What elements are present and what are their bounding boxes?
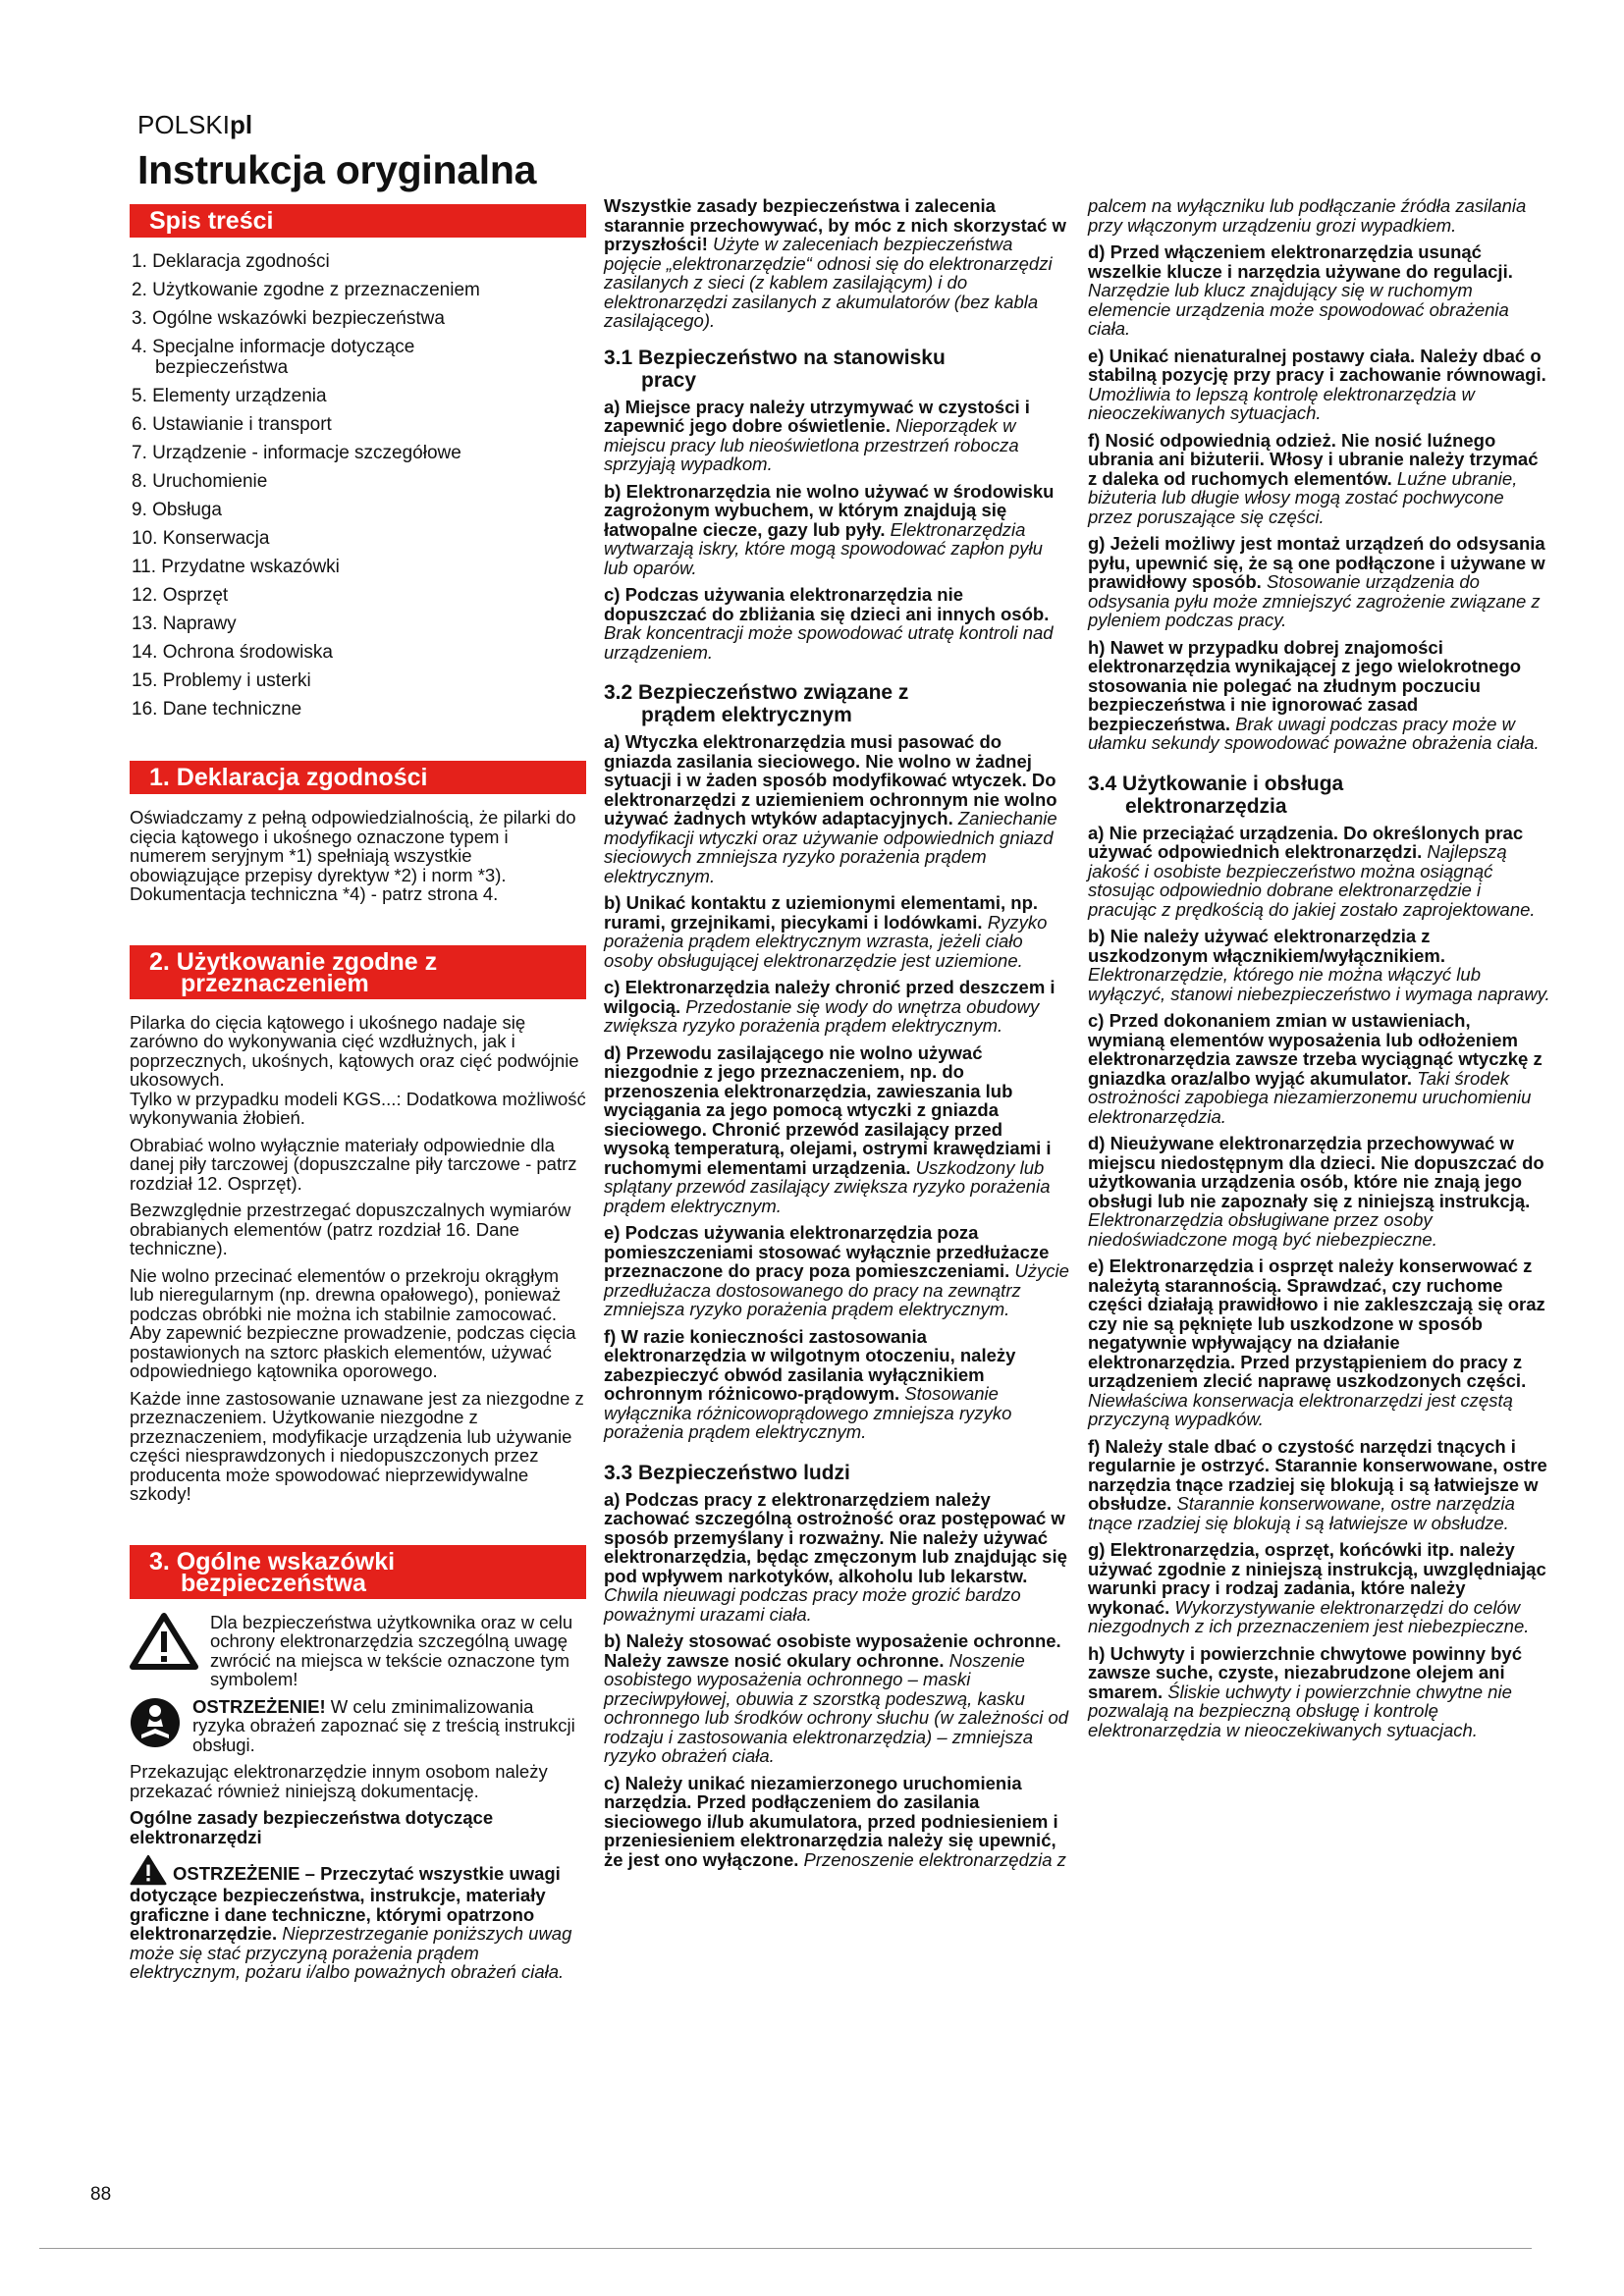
toc-item[interactable]: 13. Naprawy — [132, 614, 237, 634]
toc-item[interactable]: 2. Użytkowanie zgodne z przeznaczeniem — [132, 280, 480, 300]
warning-triangle-icon — [130, 1613, 198, 1670]
toc-item[interactable]: 1. Deklaracja zgodności — [132, 251, 330, 272]
section-2-paragraph: Obrabiać wolno wyłącznie materiały odpowiednie dla danej piły tarczowej (dopuszczalne piły tarczowe - patrz rozdział 12. Osprzęt). — [130, 1134, 577, 1194]
rule-item: e) Elektronarzędzia i osprzęt należy konserwować z należytą starannością. Sprawdzać, czy ruchome części działają prawidłowo i nie zakleszczają się oraz czy nie są pęknięte lub uszkodzone w sposób negatywnie wpływający na działanie elektronarzędzia. Przed przystąpieniem do pracy z urządzeniem zlecić naprawę uszkodzonych części. Niewłaściwa konserwacja elektronarzędzi jest częstą przyczyną wypadków. — [1088, 1255, 1545, 1429]
rule-item: a) Podczas pracy z elektronarzędziem należy zachować szczególną ostrożność oraz postępować w sposób przemyślany i rozważny. Nie należy używać elektronarzędzia, będąc zmęczonym lub znajdując się pod wpływem narkotyków, alkoholu lub lekarstw. Chwila nieuwagi podczas pracy może grozić bardzo poważnymi urazami ciała. — [604, 1488, 1067, 1625]
read-manual-note: OSTRZEŻENIE! W celu zminimalizowania ryzyka obrażeń zapoznać się z treścią instrukcji obsługi. — [130, 1697, 586, 1755]
section-2-paragraph: Bezwzględnie przestrzegać dopuszczalnych wymiarów obrabianych elementów (patrz rozdział 16. Dane techniczne). — [130, 1200, 571, 1258]
toc-item[interactable]: 4. Specjalne informacje dotyczące bezpieczeństwa — [132, 337, 415, 378]
toc-item[interactable]: 5. Elementy urządzenia — [132, 386, 327, 406]
language-label: POLSKIpl — [137, 110, 253, 139]
rule-item: b) Nie należy używać elektronarzędzia z uszkodzonym włącznikiem/wyłącznikiem. Elektronarzędzie, którego nie można włączyć lub wyłączyć, stanowi niebezpieczeństwo i wymaga naprawy. — [1088, 926, 1550, 1004]
warning-triangle-icon — [130, 1854, 167, 1886]
toc-item[interactable]: 14. Ochrona środowiska — [132, 642, 333, 663]
rule-item: a) Wtyczka elektronarzędzia musi pasować do gniazda zasilania sieciowego. Nie wolno w żadnej sytuacji i w żaden sposób modyfikować wtyczek. Do elektronarzędzi z uziemieniem ochronnym nie wolno używać żadnych wtyków adaptacyjnych. Zaniechanie modyfikacji wtyczki oraz używanie odpowiednich gniazd sieciowych zmniejsza ryzyko porażenia prądem elektrycznym. — [604, 731, 1057, 886]
table-of-contents — [132, 251, 586, 720]
rule-item: f) Należy stale dbać o czystość narzędzi tnących i regularnie je ostrzyć. Starannie konserwowane, ostre narzędzia tnące rzadziej się blokują i są łatwiejsze w obsłudze. Starannie konserwowane, ostre narzędzia tnące rzadziej się blokują i są łatwiejsze w obsłudze. — [1088, 1435, 1547, 1533]
rule-item: f) W razie konieczności zastosowania elektronarzędzia w wilgotnym otoczeniu, należy zabezpieczyć obwód zasilania wyłącznikiem ochronnym różnicowo-prądowym. Stosowanie wyłącznika różnicowoprądowego zmniejsza ryzyko porażenia prądem elektrycznym. — [604, 1325, 1016, 1442]
toc-item[interactable]: 7. Urządzenie - informacje szczegółowe — [132, 443, 461, 463]
keep-instructions: Wszystkie zasady bezpieczeństwa i zalecenia starannie przechowywać, by móc z nich skorzystać w przyszłości! Użyte w zaleceniach bezpieczeństwa pojęcie „elektronarzędzie“ odnosi się do elektronarzędzi zasilanych z sieci (z kablem zasilającym) i do elektronarzędzi zasilanych z akumulatorów (bez kabla zasilającego). — [604, 195, 1066, 331]
rule-item: e) Unikać nienaturalnej postawy ciała. Należy dbać o stabilną pozycję przy pracy i zachowanie równowagi. Umożliwia to lepszą kontrolę elektronarzędzia w nieoczekiwanych sytuacjach. — [1088, 345, 1546, 423]
column-3 — [1088, 196, 1551, 1747]
rule-item: b) Należy stosować osobiste wyposażenie ochronne. Należy zawsze nosić okulary ochronne. Noszenie osobistego wyposażenia ochronnego – maski przeciwpyłowej, obuwia z szorstką podeszwą, kasku ochronnego lub środków ochrony słuchu (w zależności od rodzaju i zastosowania elektronarzędzia) – zmniejsza ryzyko obrażeń ciała. — [604, 1630, 1069, 1766]
toc-item[interactable]: 11. Przydatne wskazówki — [132, 557, 340, 577]
rule-item: f) Nosić odpowiednią odzież. Nie nosić luźnego ubrania ani biżuterii. Włosy i ubranie należy trzymać z daleka od ruchomych elementów. Luźne ubranie, biżuteria lub długie włosy mogą zostać pochwycone przez poruszające się części. — [1088, 429, 1539, 527]
rule-item: h) Nawet w przypadku dobrej znajomości elektronarzędzia wynikającej z jego wielokrotnego stosowania nie polegać na złudnym poczuciu bezpieczeństwa i nie ignorować zasad bezpieczeństwa. Brak uwagi podczas pracy może w ułamku sekundy spowodować poważne obrażenia ciała. — [1088, 636, 1540, 753]
page-number: 88 — [90, 2184, 112, 2205]
section-1-text: Oświadczamy z pełną odpowiedzialnością, że pilarki do cięcia kątowego i ukośnego oznaczone typem i numerem seryjnym *1) spełniają wszystkie obowiązujące przepisy dyrektyw *2) i norm *3). Dokumentacja techniczna *4) - patrz strona 4. — [130, 807, 576, 904]
rule-item: d) Przed włączeniem elektronarzędzia usunąć wszelkie klucze i narzędzia używane do regulacji. Narzędzie lub klucz znajdujący się w ruchomym elemencie urządzenia może spowodować obrażenia ciała. — [1088, 241, 1513, 339]
column-2 — [604, 196, 1070, 1877]
document-title: Instrukcja oryginalna — [137, 147, 537, 192]
toc-item[interactable]: 12. Osprzęt — [132, 585, 229, 606]
section-2-paragraph: Tylko w przypadku modeli KGS...: Dodatkowa możliwość wykonywania żłobień. — [130, 1088, 586, 1128]
rule-item: d) Nieużywane elektronarzędzia przechowywać w miejscu niedostępnym dla dzieci. Nie dopuszczać do użytkowania urządzenia osób, które nie znają jego obsługi lub nie zapoznały się z niniejszą instrukcją. Elektronarzędzia obsługiwane przez osoby niedoświadczone mogą być niebezpieczne. — [1088, 1133, 1544, 1250]
rule-item: h) Uchwyty i powierzchnie chwytowe powinny być zawsze suche, czyste, niezabrudzone olejem ani smarem. Śliskie uchwyty i powierzchnie chwytne nie pozwalają na bezpieczną obsługę i kontrolę elektronarzędzia w nieoczekiwanych sytuacjach. — [1088, 1642, 1523, 1740]
general-rules-heading: Ogólne zasady bezpieczeństwa dotyczące elektronarzędzi — [130, 1807, 494, 1847]
toc-item[interactable]: 15. Problemy i usterki — [132, 670, 311, 691]
section-3-heading: 3. Ogólne wskazówki bezpieczeństwa — [130, 1545, 586, 1599]
rule-continuation: palcem na wyłączniku lub podłączanie źródła zasilania przy włączonym urządzeniu grozi wypadkiem. — [1088, 195, 1527, 236]
section-2-paragraph: Pilarka do cięcia kątowego i ukośnego nadaje się zarówno do wykonywania cięć wzdłużnych, jak i poprzecznych, ukośnych, kątowych oraz cięć podwójnie ukosowych. — [130, 1011, 579, 1090]
rule-item: e) Podczas używania elektronarzędzia poza pomieszczeniami stosować wyłącznie przedłużacze przeznaczone do pracy poza pomieszczeniami. Użycie przedłużacza dostosowanego do pracy na zewnątrz zmniejsza ryzyko porażenia prądem elektrycznym. — [604, 1222, 1069, 1319]
handover-note: Przekazując elektronarzędzie innym osobom należy przekazać również niniejszą dokumentację. — [130, 1761, 548, 1801]
rule-item: g) Jeżeli możliwy jest montaż urządzeń do odsysania pyłu, upewnić się, że są one podłączone i używane w prawidłowy sposób. Stosowanie urządzenia do odsysania pyłu może zmniejszyć zagrożenie związane z pyleniem podczas pracy. — [1088, 533, 1545, 630]
toc-item[interactable]: 8. Uruchomienie — [132, 471, 268, 492]
rule-item: c) Należy unikać niezamierzonego uruchomienia narzędzia. Przed podłączeniem do zasilania sieciowego i/lub akumulatora, przed podniesieniem i przeniesieniem elektronarzędzia należy się upewnić, że jest ono wyłączone. Przenoszenie elektronarzędzia z — [604, 1772, 1066, 1870]
page-header — [137, 110, 536, 193]
rule-item: d) Przewodu zasilającego nie wolno używać niezgodnie z jego przeznaczeniem, np. do przenoszenia elektronarzędzia, zawieszania lub wyciągania za jego pomocą wtyczki z gniazda sieciowego. Chronić przewód zasilający przed wysoką temperaturą, olejami, ostrymi krawędziami i ruchomymi elementami urządzenia. Uszkodzony lub splątany przewód zasilający zwiększa ryzyko porażenia prądem elektrycznym. — [604, 1041, 1052, 1216]
section-2-paragraph: Nie wolno przecinać elementów o przekroju okrągłym lub nieregularnym (np. drewna opałowego), ponieważ podczas obróbki nie można ich stabilnie zamocować. Aby zapewnić bezpieczne prowadzenie, podczas cięcia postawionych na sztorc płaskich elementów, używać odpowiedniego kątownika oporowego. — [130, 1264, 576, 1381]
rule-item: c) Podczas używania elektronarzędzia nie dopuszczać do zbliżania się dzieci ani innych osób. Brak koncentracji może spowodować utratę kontroli nad urządzeniem. — [604, 584, 1054, 663]
toc-item[interactable]: 3. Ogólne wskazówki bezpieczeństwa — [132, 308, 445, 329]
section-2-paragraph: Każde inne zastosowanie uznawane jest za niezgodne z przeznaczeniem. Użytkowanie niezgodne z przeznaczeniem, modyfikacje urządzenia lub używanie części niesprawdzonych i niedopuszczonych przez producenta może spowodować nieprzewidywalne szkody! — [130, 1387, 584, 1504]
toc-item[interactable]: 16. Dane techniczne — [132, 699, 302, 720]
rule-item: c) Elektronarzędzia należy chronić przed deszczem i wilgocią. Przedostanie się wody do wnętrza obudowy zwiększa ryzyko porażenia prądem elektrycznym. — [604, 977, 1056, 1036]
section-3-4-heading: 3.4 Użytkowanie i obsługa elektronarzędzia — [1088, 772, 1344, 818]
rule-item: a) Nie przeciążać urządzenia. Do określonych prac używać odpowiednich elektronarzędzi. Najlepszą jakość i osobiste bezpieczeństwo można osiągnąć stosując odpowiednio dobrane elektronarzędzie i pracując z prędkością do jakiej zostało zaprojektowane. — [1088, 822, 1536, 920]
toc-item[interactable]: 6. Ustawianie i transport — [132, 414, 332, 435]
rule-item: g) Elektronarzędzia, osprzęt, końcówki itp. należy używać zgodnie z niniejszą instrukcją, uwzględniając warunki pracy i rodzaj zadania, które należy wykonać. Wykorzystywanie elektronarzędzi do celów niezgodnych z ich przeznaczeniem jest niebezpieczne. — [1088, 1539, 1546, 1636]
toc-item[interactable]: 10. Konserwacja — [132, 528, 270, 549]
section-3-3-heading: 3.3 Bezpieczeństwo ludzi — [604, 1461, 850, 1484]
column-1 — [130, 204, 586, 1990]
toc-heading: Spis treści — [130, 204, 586, 238]
general-warning: OSTRZEŻENIE – Przeczytać wszystkie uwagi dotyczące bezpieczeństwa, instrukcje, materiały graficzne i dane techniczne, którymi opatrzono elektronarzędzie. Nieprzestrzeganie poniższych uwag może się stać przyczyną porażenia prądem elektrycznym, pożaru i/albo poważnych obrażeń ciała. — [130, 1854, 586, 1982]
rule-item: b) Unikać kontaktu z uziemionymi elementami, np. rurami, grzejnikami, piecykami i lodówkami. Ryzyko porażenia prądem elektrycznym wzrasta, jeżeli ciało osoby obsługującej elektronarzędzie jest uziemione. — [604, 892, 1048, 971]
section-1-heading: 1. Deklaracja zgodności — [130, 761, 586, 794]
section-3-2-heading: 3.2 Bezpieczeństwo związane z prądem elektrycznym — [604, 681, 909, 726]
rule-item: a) Miejsce pracy należy utrzymywać w czystości i zapewnić jego dobre oświetlenie. Nieporządek w miejscu pracy lub nieoświetlona przestrzeń robocza sprzyjają wypadkom. — [604, 396, 1030, 474]
section-2-heading: 2. Użytkowanie zgodne z przeznaczeniem — [130, 945, 586, 999]
toc-item[interactable]: 9. Obsługa — [132, 500, 222, 520]
rule-item: c) Przed dokonaniem zmian w ustawieniach, wymianą elementów wyposażenia lub odłożeniem elektronarzędzia zawsze trzeba wyciągnąć wtyczkę z gniazdka oraz/albo wyjąć akumulator. Taki środek ostrożności zapobiega niezamierzonemu uruchomieniu elektronarzędzia. — [1088, 1010, 1543, 1127]
read-manual-icon — [130, 1697, 181, 1748]
section-3-1-heading: 3.1 Bezpieczeństwo na stanowisku pracy — [604, 346, 946, 392]
footer-divider — [39, 2248, 1532, 2249]
rule-item: b) Elektronarzędzia nie wolno używać w środowisku zagrożonym wybuchem, w którym znajdują się łatwopalne ciecze, gazy lub pyły. Elektronarzędzia wytwarzają iskry, które mogą spowodować zapłon pyłu lub oparów. — [604, 480, 1055, 578]
warning-note: Dla bezpieczeństwa użytkownika oraz w celu ochrony elektronarzędzia szczególną uwagę zwrócić na miejsca w tekście oznaczone tym symbolem! — [130, 1613, 586, 1689]
